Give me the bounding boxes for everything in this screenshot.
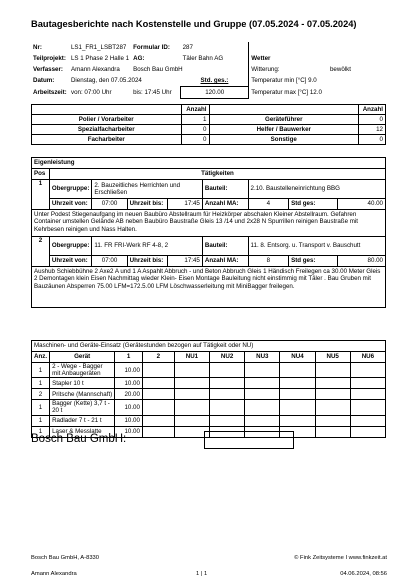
- col-header: NU1: [174, 352, 209, 363]
- teilprojekt-label: Teilprojekt:: [33, 54, 66, 62]
- col-header: Gerät: [50, 352, 115, 363]
- bauteil-label: Bauteil:: [202, 180, 248, 199]
- hours-cell: 20.00: [115, 389, 143, 400]
- tmin-value: 9.0: [308, 77, 317, 85]
- std-label: Std ges:: [289, 256, 338, 267]
- col-header: 2: [142, 352, 174, 363]
- std-value: 80.00: [338, 256, 386, 267]
- bauteil-value: 11. 8. Entsorg. u. Transport v. Bauschutt: [248, 237, 385, 256]
- taetigkeit-description: Aushub Schiebbühne 2 Axe2 A und 1 A Aspahlt Abbruch - und Beton Abbruch Gleis 1 Händisch Freilegen ca 30.00 Meter Gleis 2 Demontagen klein Eisen Nachmittag wieder Klein- Eisen Montage Bauleitung nicht einstimmig mit Täler . Bau Gruben mit Bauzäunen Absperren 75.00 LFM=172.5.00 LFM Löschwasserleitung mit MiniBagger freilegen.: [32, 267, 386, 308]
- bauteil-label: Bauteil:: [202, 237, 248, 256]
- anzahl-header-left: Anzahl: [181, 105, 209, 115]
- anzahl-value: 1: [181, 115, 209, 125]
- formular-value: 287: [182, 43, 193, 51]
- anz-cell: 1: [32, 426, 50, 437]
- eigenleistung-table: [31, 157, 386, 308]
- col-header: NU6: [350, 352, 385, 363]
- tmin-label: Temperatur min [°C]: [251, 77, 307, 85]
- footer-copyright: © Fink Zeitsysteme I www.finkzeit.at: [294, 555, 387, 561]
- anz-cell: 1: [32, 415, 50, 426]
- wetter-heading: Wetter: [249, 53, 386, 64]
- hours-cell: 10.00: [115, 400, 143, 415]
- anzahl-label: Facharbeiter: [32, 135, 182, 145]
- ag-label: AG:: [133, 54, 145, 62]
- signature-label: Bosch Bau GmbH:: [31, 433, 127, 445]
- arbeitszeit-label: Arbeitszeit:: [33, 88, 67, 96]
- arbeitszeit-bis: bis: 17:45 Uhr: [133, 88, 172, 96]
- ag-value: Täler Bahn AG: [182, 54, 224, 62]
- anzahl-value: 0: [181, 125, 209, 135]
- witterung-label: Witterung:: [249, 64, 295, 75]
- anzahl-value: 0: [181, 135, 209, 145]
- col-header: 1: [115, 352, 143, 363]
- verfasser-value: Amann Alexandra: [70, 65, 120, 73]
- maschinen-table: [31, 340, 386, 438]
- pos-number: 1: [32, 180, 50, 210]
- witterung-value: bewölkt: [329, 65, 351, 73]
- hours-cell: 10.00: [115, 415, 143, 426]
- uhrzeit-bis-label: Uhrzeit bis:: [127, 256, 167, 267]
- anz-cell: 2: [32, 389, 50, 400]
- taetigkeit-description: Unter Podest Stiegenaufgang im neuen Baubüro Abstellraum für Heizkörper abschalen Kleiner Abstellraum. Gefahren Container umstellen Gelände AB neben Baubüro Baustraße Gleis 13 /14 und 2x28 N Spurrillen reinigen Baustraße mit Kehrbesen reinigen und Nass Halten.: [32, 210, 386, 237]
- std-value: 40.00: [338, 199, 386, 210]
- anzahl-ma-value: 8: [248, 256, 289, 267]
- table-row: [32, 363, 386, 378]
- obergruppe-value: 11. FR FRI-Werk RF 4-8, 2: [92, 237, 202, 256]
- col-header: NU3: [245, 352, 280, 363]
- uhrzeit-von-value: 07:00: [92, 256, 127, 267]
- signature-box[interactable]: [204, 431, 294, 449]
- uhrzeit-bis-label: Uhrzeit bis:: [127, 199, 167, 210]
- arbeitszeit-von: von: 07:00 Uhr: [70, 88, 112, 96]
- anzahl-label: Polier / Vorarbeiter: [32, 115, 182, 125]
- std-label: Std ges:: [289, 199, 338, 210]
- pos-number: 2: [32, 237, 50, 267]
- geraet-cell: Bagger (Kette) 3,7 t - 20 t: [50, 400, 115, 415]
- uhrzeit-bis-value: 17:45: [167, 199, 202, 210]
- report-header: [31, 42, 386, 99]
- col-header: NU5: [315, 352, 350, 363]
- anzahl-ma-label: Anzahl MA:: [202, 199, 248, 210]
- footer-author: Amann Alexandra: [31, 571, 77, 577]
- table-row: [32, 415, 386, 426]
- footer-printed: 04.06.2024, 08:56: [340, 571, 387, 577]
- uhrzeit-von-label: Uhrzeit von:: [49, 256, 91, 267]
- anz-cell: 1: [32, 400, 50, 415]
- hours-cell: 10.00: [115, 378, 143, 389]
- report-title: Bautagesberichte nach Kostenstelle und Gruppe (07.05.2024 - 07.05.2024): [31, 19, 357, 29]
- table-row: [32, 389, 386, 400]
- anzahl-label: Geräteführer: [209, 115, 359, 125]
- anzahl-label: Sonstige: [209, 135, 359, 145]
- std-ges-value: 120.00: [181, 87, 249, 99]
- table-row: [32, 378, 386, 389]
- uhrzeit-bis-value: 17:45: [167, 256, 202, 267]
- datum-value: Dienstag, den 07.05.2024: [70, 77, 142, 85]
- geraet-cell: Radlader 7 t - 21 t: [50, 415, 115, 426]
- hours-cell: 10.00: [115, 363, 143, 378]
- geraet-cell: 2 - Wege - Bagger mit Anbaugeräten: [50, 363, 115, 378]
- pos-header: Pos: [32, 169, 50, 180]
- obergruppe-value: 2. Bauzeitliches Herrichten und Erschließen: [92, 180, 202, 199]
- maschinen-heading: Maschinen- und Geräte-Einsatz (Gerätestunden bezogen auf Tätigkeit oder NU): [32, 341, 386, 352]
- anzahl-ma-label: Anzahl MA:: [202, 256, 248, 267]
- anzahl-header-right: Anzahl: [359, 105, 386, 115]
- taetigkeit-row: [32, 237, 386, 256]
- hours-cell: 10.00: [115, 426, 143, 437]
- footer-page: 1 | 1: [196, 571, 208, 577]
- formular-label: Formular ID:: [133, 43, 170, 51]
- firma-value: Bosch Bau GmbH: [133, 65, 183, 73]
- taetigkeiten-header: Tätigkeiten: [49, 169, 385, 180]
- geraet-cell: Laser & Messlatte: [50, 426, 115, 437]
- verfasser-label: Verfasser:: [33, 65, 63, 73]
- nr-value: LS1_FR1_LSBT287: [70, 43, 127, 51]
- geraet-cell: Stapler 10 t: [50, 378, 115, 389]
- table-row: [32, 400, 386, 415]
- uhrzeit-von-label: Uhrzeit von:: [49, 199, 91, 210]
- obergruppe-label: Obergruppe:: [49, 237, 91, 256]
- obergruppe-label: Obergruppe:: [49, 180, 91, 199]
- anzahl-ma-value: 4: [248, 199, 289, 210]
- nr-label: Nr:: [33, 43, 42, 51]
- tmax-value: 12.0: [309, 88, 322, 96]
- col-header: NU2: [210, 352, 245, 363]
- datum-label: Datum:: [33, 77, 55, 85]
- tmax-label: Temperatur max [°C]: [251, 88, 309, 96]
- anzahl-table: [31, 104, 386, 145]
- anzahl-value: 12: [359, 125, 386, 135]
- footer-company: Bosch Bau GmbH, A-8330: [31, 555, 99, 561]
- std-ges-label: Std. ges.:: [200, 76, 229, 84]
- teilprojekt-value: LS 1 Phase 2 Halle 1: [70, 54, 130, 62]
- anzahl-value: 0: [359, 115, 386, 125]
- col-header: NU4: [280, 352, 315, 363]
- taetigkeit-row: [32, 180, 386, 199]
- uhrzeit-von-value: 07:00: [92, 199, 127, 210]
- geraet-cell: Pritsche (Mannschaft): [50, 389, 115, 400]
- anzahl-value: 0: [359, 135, 386, 145]
- eigenleistung-heading: Eigenleistung: [32, 158, 386, 169]
- col-header: Anz.: [32, 352, 50, 363]
- anzahl-label: Helfer / Bauwerker: [209, 125, 359, 135]
- anz-cell: 1: [32, 378, 50, 389]
- bauteil-value: 2.10. Baustelleneinrichtung BBG: [248, 180, 385, 199]
- anzahl-label: Spezialfacharbeiter: [32, 125, 182, 135]
- anz-cell: 1: [32, 363, 50, 378]
